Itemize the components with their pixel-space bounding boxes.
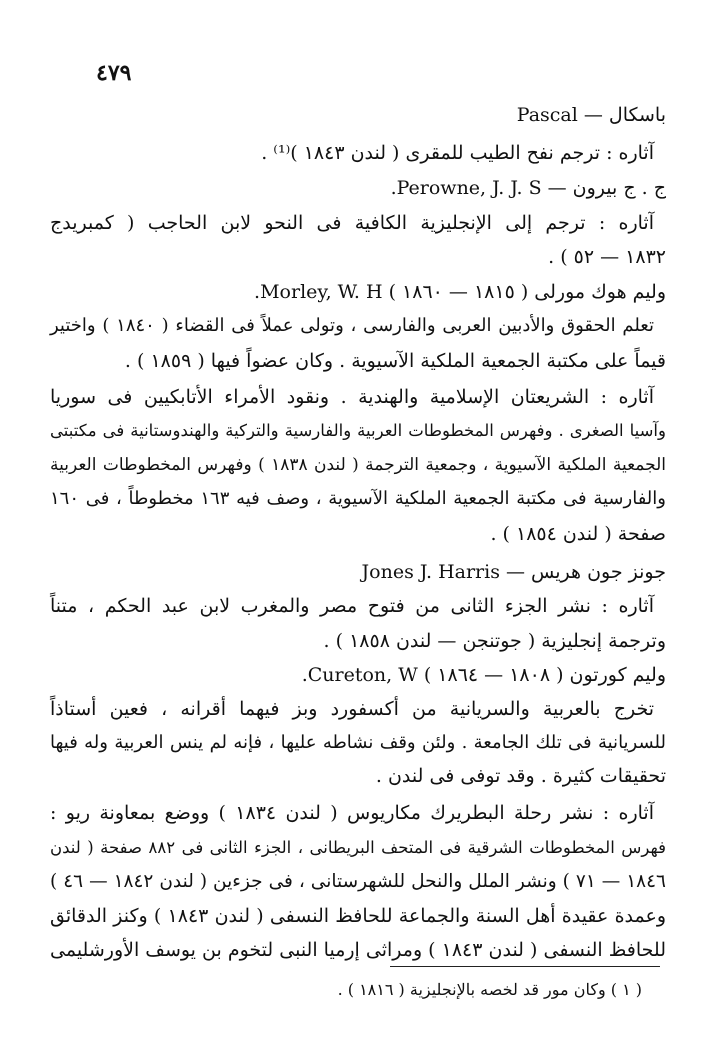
footnote: ( ١ ) وكان مور قد لخصه بالإنجليزية ( ١٨١٦ ) . xyxy=(337,980,642,999)
text-line: آثاره : نشر الجزء الثانى من فتوح مصر والمغرب لابن عبد الحكم ، متناً xyxy=(50,595,654,617)
page-number: ٤٧٩ xyxy=(96,60,132,86)
entry-heading-morley: وليم هوك مورلى ( ١٨١٥ — ١٨٦٠ ) Morley, W. H. xyxy=(254,281,666,303)
text-line: وعمدة عقيدة أهل السنة والجماعة للحافظ النسفى ( لندن ١٨٤٣ ) وكنز الدقائق xyxy=(50,905,667,927)
text-line: آثاره : ترجم إلى الإنجليزية الكافية فى النحو لابن الحاجب ( كمبريدج xyxy=(50,212,654,234)
text-line: تخرج بالعربية والسريانية من أكسفورد وبز فيهما أقرانه ، فعين أستاذاً xyxy=(50,698,654,720)
entry-heading-pascal: باسكال — Pascal xyxy=(516,104,666,126)
text-line: للسريانية فى تلك الجامعة . ولئن وقف نشاطه عليها ، فإنه لم ينس العربية وله فيها xyxy=(50,732,666,753)
text-line: الجمعية الملكية الآسيوية ، وجمعية الترجمة ( لندن ١٨٣٨ ) وفهرس المخطوطات العربية xyxy=(50,455,666,475)
text-line: تحقيقات كثيرة . وقد توفى فى لندن . xyxy=(375,765,666,787)
text-line: آثاره : الشريعتان الإسلامية والهندية . ونقود الأمراء الأتابكيين فى سوريا xyxy=(50,386,654,408)
text-line: والفارسية فى مكتبة الجمعية الملكية الآسيوية ، وصف فيه ١٦٣ مخطوطاً ، فى ١٦٠ xyxy=(50,488,666,509)
text-line: وآسيا الصغرى . وفهرس المخطوطات العربية والفارسية والتركية والهندوستانية فى مكتبتى xyxy=(50,421,666,440)
text-line: آثاره : نشر رحلة البطريرك مكاريوس ( لندن ١٨٣٤ ) ووضع بمعاونة ريو : xyxy=(50,802,654,824)
text-line: قيماً على مكتبة الجمعية الملكية الآسيوية . وكان عضواً فيها ( ١٨٥٩ ) . xyxy=(124,350,666,372)
text-line: تعلم الحقوق والأدبين العربى والفارسى ، وتولى عملاً فى القضاء ( ١٨٤٠ ) واختير xyxy=(50,315,654,336)
text-line: صفحة ( لندن ١٨٥٤ ) . xyxy=(490,523,666,545)
entry-heading-cureton: وليم كورتون ( ١٨٠٨ — ١٨٦٤ ) Cureton, W. xyxy=(301,664,666,686)
text-line: ١٨٣٢ — ٥٢ ) . xyxy=(548,246,666,268)
text-line: آثاره : ترجم نفح الطيب للمقرى ( لندن ١٨٤٣ )⁽¹⁾ . xyxy=(261,142,654,164)
text-line: ١٨٤٦ — ٧١ ) ونشر الملل والنحل للشهرستانى ، فى جزءين ( لندن ١٨٤٢ — ٤٦ ) xyxy=(50,871,666,892)
text-line: فهرس المخطوطات الشرقية فى المتحف البريطانى ، الجزء الثانى فى ٨٨٢ صفحة ( لندن xyxy=(50,838,667,857)
text-line: للحافظ النسفى ( لندن ١٨٤٣ ) ومراثى إرميا النبى لتخوم بن يوسف الأورشليمى xyxy=(50,939,666,961)
text-line: وترجمة إنجليزية ( جوتنجن — لندن ١٨٥٨ ) . xyxy=(323,630,666,652)
entry-heading-perowne: ج . ج بيرون — Perowne, J. J. S. xyxy=(390,177,666,199)
entry-heading-jones: جونز جون هريس — Jones J. Harris xyxy=(361,561,666,583)
footnote-divider xyxy=(390,966,660,967)
